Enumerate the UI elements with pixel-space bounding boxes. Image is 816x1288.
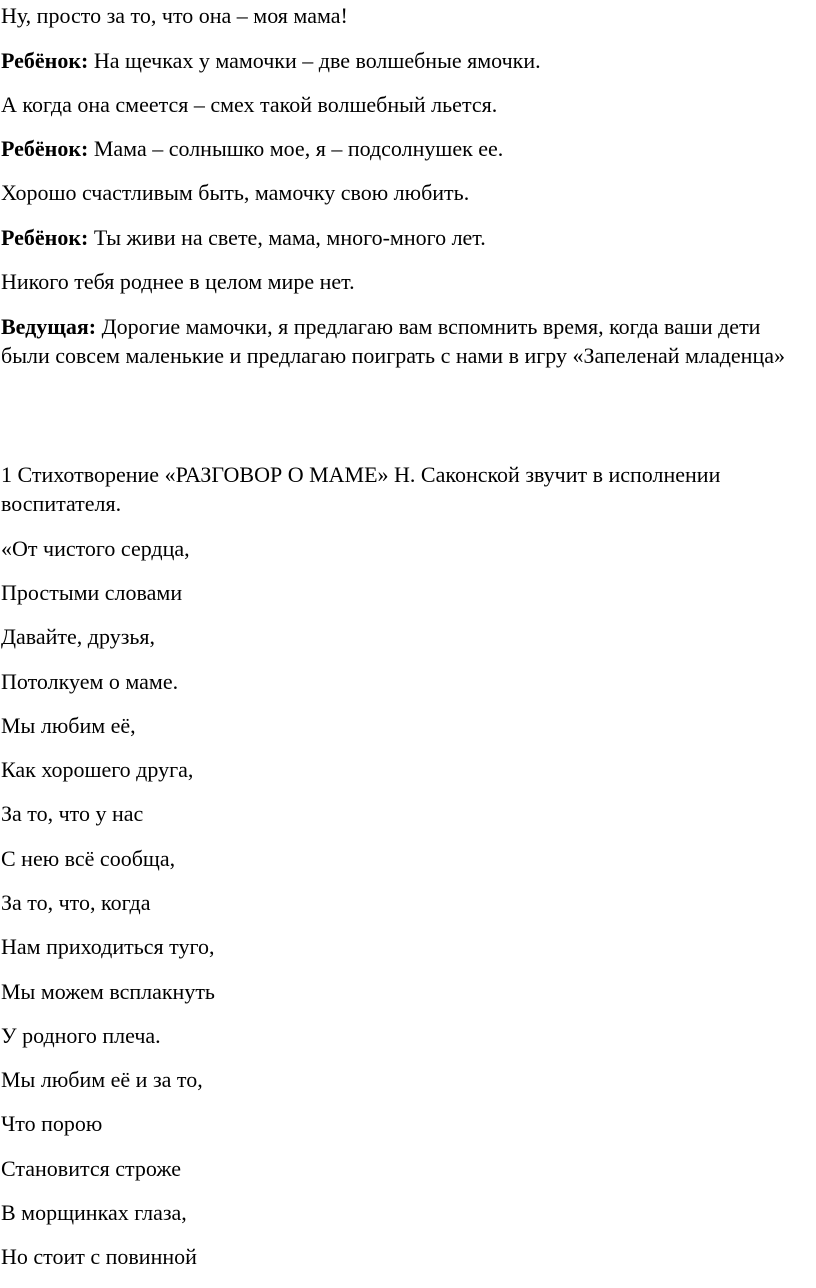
poem-line: Простыми словами xyxy=(1,580,183,605)
dialogue-text: А когда она смеется – смех такой волшебный льется. xyxy=(1,92,498,117)
dialogue-line-1 xyxy=(1,48,541,74)
poem-intro-paragraph xyxy=(1,460,813,518)
poem-line: Как хорошего друга, xyxy=(1,757,194,782)
poem-line: Мы любим её и за то, xyxy=(1,1067,203,1092)
dialogue-text: Никого тебя роднее в целом мире нет. xyxy=(1,269,355,294)
poem-line: За то, что у нас xyxy=(1,801,144,826)
poem-line: Потолкуем о маме. xyxy=(1,669,179,694)
poem-line: С нею всё сообща, xyxy=(1,846,176,871)
speaker-label: Ребёнок: xyxy=(1,225,89,250)
poem-line: Мы любим её, xyxy=(1,713,136,738)
host-paragraph xyxy=(1,312,813,370)
poem-line: За то, что, когда xyxy=(1,890,151,915)
dialogue-line-3 xyxy=(1,136,503,162)
poem-line: Мы можем всплакнуть xyxy=(1,979,215,1004)
speaker-label: Ребёнок: xyxy=(1,48,89,73)
poem-line: В морщинках глаза, xyxy=(1,1200,187,1225)
speaker-label: Ребёнок: xyxy=(1,136,89,161)
dialogue-line-4 xyxy=(1,180,469,206)
host-text: Дорогие мамочки, я предлагаю вам вспомнить время, когда ваши дети были совсем маленькие и предлагаю поиграть с нами в игру «Запеленай младенца» xyxy=(1,314,785,368)
poem-line: «От чистого сердца, xyxy=(1,536,190,561)
poem-line: У родного плеча. xyxy=(1,1023,161,1048)
speaker-label: Ведущая: xyxy=(1,314,97,339)
dialogue-line-2 xyxy=(1,92,497,118)
dialogue-text: На щечках у мамочки – две волшебные ямочки. xyxy=(93,48,541,73)
dialogue-text: Ты живи на свете, мама, много-много лет. xyxy=(93,225,486,250)
intro-line-text: Ну, просто за то, что она – моя мама! xyxy=(1,3,348,28)
dialogue-line-5 xyxy=(1,225,486,251)
dialogue-text: Мама – солнышко мое, я – подсолнушек ее. xyxy=(93,136,504,161)
poem-line: Нам приходиться туго, xyxy=(1,934,215,959)
intro-line xyxy=(1,3,348,29)
poem-line: Что порою xyxy=(1,1111,103,1136)
dialogue-text: Хорошо счастливым быть, мамочку свою любить. xyxy=(1,180,470,205)
poem-line: Но стоит с повинной xyxy=(1,1244,197,1269)
dialogue-line-6 xyxy=(1,269,355,295)
poem-line: Становится строже xyxy=(1,1156,182,1181)
poem-line: Давайте, друзья, xyxy=(1,624,156,649)
poem-intro-text: 1 Стихотворение «РАЗГОВОР О МАМЕ» Н. Саконской звучит в исполнении воспитателя. xyxy=(1,462,721,516)
